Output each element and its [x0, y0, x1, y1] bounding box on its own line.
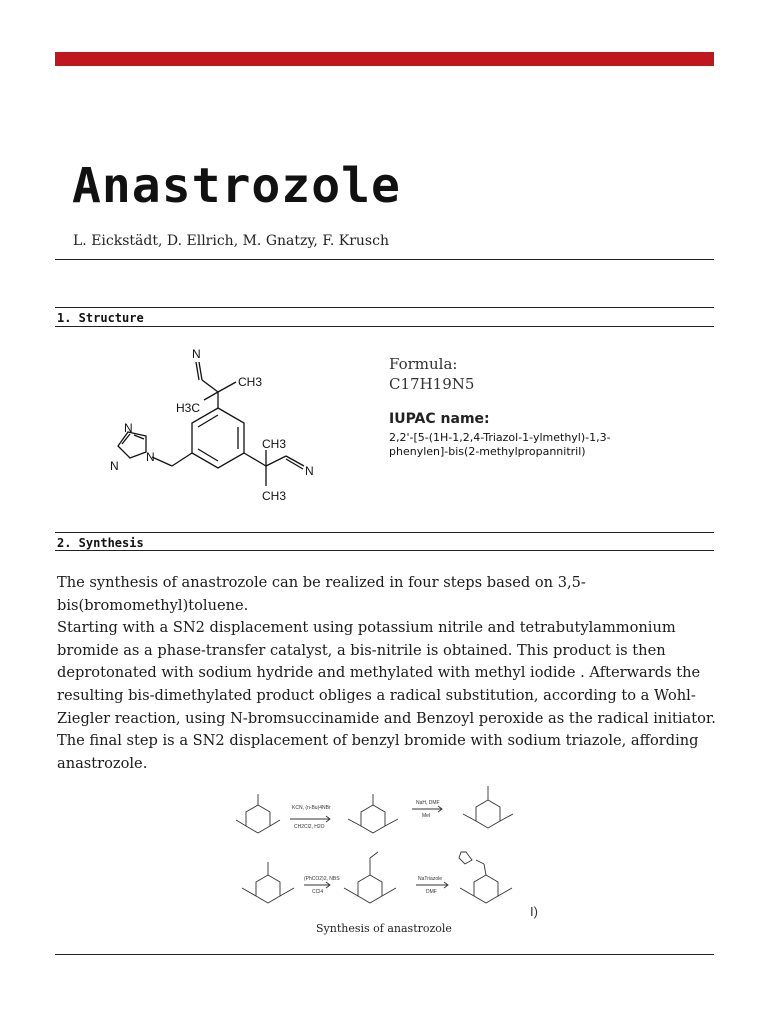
atom-label: N — [110, 459, 119, 473]
synthesis-paragraph: Starting with a SN2 displacement using potassium nitrile and tetrabutylammonium bromide as a phase-transfer catalyst, a bis-nitrile is obtained. This product is then deprotonated with sodium hydride and methylated with methyl iodide . Afterwards the resulting bis-dimethylated product obliges a radical substitution, according to a Wohl-Ziegler reaction, using N-bromsuccinamide and Benzoyl peroxide as the radical initiator. The final step is a SN2 displacement of benzyl bromide with sodium triazole, affording anastrozole. — [57, 619, 716, 772]
atom-label: CH3 — [262, 489, 287, 503]
reagent-label: CH2Cl2, H2O — [294, 824, 325, 830]
atom-label: N — [305, 464, 314, 478]
document-title: Anastrozole — [72, 158, 401, 214]
section-rule-top — [55, 307, 714, 308]
atom-label: CH3 — [262, 437, 287, 451]
iupac-label: IUPAC name: — [389, 411, 490, 427]
formula-label: Formula: — [389, 355, 458, 373]
section-heading-structure: 1. Structure — [57, 311, 144, 325]
section-rule-top — [55, 532, 714, 533]
atom-label: N — [146, 450, 155, 464]
section-rule-bottom — [55, 550, 714, 551]
anastrozole-structure-diagram — [100, 340, 340, 510]
reagent-label: KCN, (n-Bu)4NBr — [292, 805, 331, 811]
reagent-label: MeI — [422, 813, 431, 819]
title-divider — [55, 259, 714, 260]
section-rule-bottom — [55, 326, 714, 327]
reagent-label: (PhCO2)2, NBS — [304, 876, 340, 882]
synthesis-body — [57, 572, 717, 775]
scheme-marker: I) — [530, 904, 538, 919]
scheme-caption: Synthesis of anastrozole — [316, 922, 452, 935]
atom-label: H3C — [176, 401, 201, 415]
synthesis-paragraph: The synthesis of anastrozole can be realized in four steps based on 3,5-bis(bromomethyl)toluene. — [57, 574, 586, 614]
author-list: L. Eickstädt, D. Ellrich, M. Gnatzy, F. Krusch — [73, 233, 389, 249]
atom-label: N — [124, 421, 133, 435]
atom-label: CH3 — [238, 375, 263, 389]
reagent-label: DMF — [426, 889, 437, 895]
section-heading-synthesis: 2. Synthesis — [57, 536, 144, 550]
atom-label: N — [192, 347, 201, 361]
reagent-label: CCl4 — [312, 889, 324, 895]
footer-divider — [55, 954, 714, 955]
header-accent-bar — [55, 52, 714, 66]
iupac-name: 2,2'-[5-(1H-1,2,4-Triazol-1-ylmethyl)-1,3-phenylen]-bis(2-methylpropannitril) — [389, 431, 611, 458]
formula-value: C17H19N5 — [389, 375, 475, 393]
synthesis-scheme-diagram — [220, 772, 550, 922]
reagent-label: NaH, DMF — [416, 800, 440, 806]
reagent-label: NaTriazole — [418, 876, 442, 882]
